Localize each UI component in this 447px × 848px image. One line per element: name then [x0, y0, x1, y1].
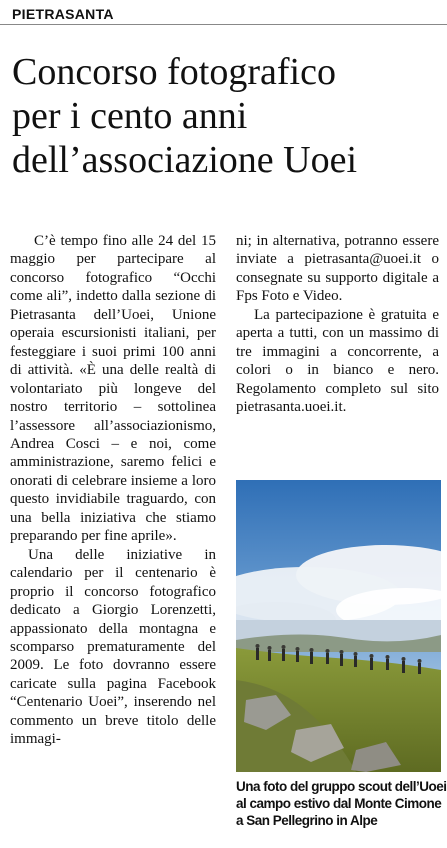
article-photo	[236, 480, 441, 772]
headline-line: Concorso fotografico	[12, 51, 336, 93]
article-column-left	[10, 232, 216, 749]
section-label: PIETRASANTA	[12, 6, 114, 22]
headline-line: dell’associazione Uoei	[12, 139, 358, 181]
caption-line: a San Pellegrino in Alpe	[236, 813, 378, 828]
caption-line: Una foto del gruppo scout dell’Uoei	[236, 779, 447, 794]
headline	[12, 50, 442, 182]
article-column-right	[236, 232, 439, 417]
article-paragraph: C’è tempo fino alle 24 del 15 maggio per partecipare al concorso fotografico “Occhi come ali”, indetto dalla sezione di Pietrasanta dell’Uoei, Unione operaia escursionisti italiani, per festeggiare i suoi primi 100 anni di attività. «È una delle realtà di volontariato più longeve del nostro territorio – sottolinea l’assessore all’associazionismo, Andrea Cosci – e noi, come amministrazione, saremo felici e onorati di celebrare insieme a loro questo invidiabile traguardo, con una bella iniziativa che stiamo preparando per fine aprile».	[10, 233, 216, 545]
caption-line: al campo estivo dal Monte Cimone	[236, 796, 442, 811]
article-paragraph: La partecipazione è gratuita e aperta a tutti, con un massimo di tre immagini a concorrente, a colori o in bianco e nero. Regolamento completo sul sito pietrasanta.uoei.it.	[236, 306, 439, 416]
article-paragraph: ni; in alternativa, potranno essere inviate a pietrasanta@uoei.it o consegnate su supporto digitale a Fps Foto e Video.	[236, 233, 439, 305]
article-paragraph: Una delle iniziative in calendario per il centenario è proprio il concorso fotografico dedicato a Giorgio Lorenzetti, appassionato della montagna e scomparso prematuramente del 2009. Le foto dovranno essere caricate sulla pagina Facebook “Centenario Uoei”, inserendo nel commento un breve titolo delle immagi-	[10, 546, 216, 748]
section-rule	[0, 24, 447, 25]
headline-line: per i cento anni	[12, 95, 248, 137]
photo-caption	[236, 778, 447, 829]
mountain-photo	[236, 480, 441, 772]
